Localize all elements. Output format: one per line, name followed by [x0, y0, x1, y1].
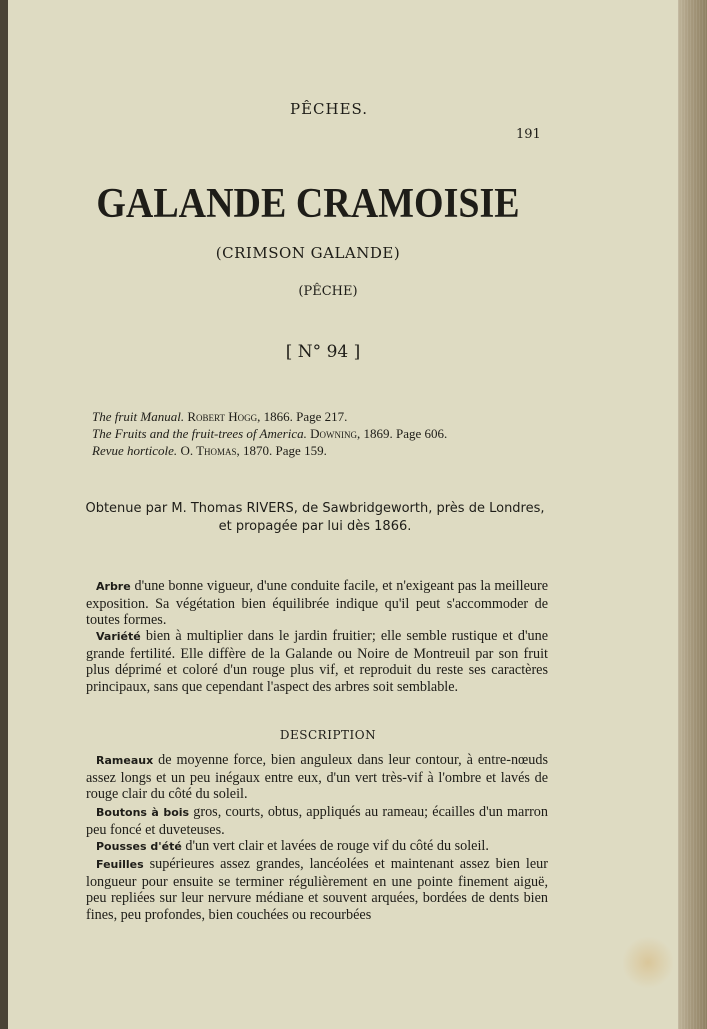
paragraph-arbre — [86, 578, 548, 629]
page-edges — [678, 0, 707, 1029]
paragraph-text: bien à multiplier dans le jardin fruitier; elle semble rustique et d'une grande fertilité. Elle diffère de la Galande ou Noire de Montreuil par son fruit plus déprimé et coloré d'un rouge plus vif, et reproduit du reste ses caractères principaux, sans que cependant l'aspect des arbres soit semblable. — [86, 628, 548, 695]
reference-author: Robert Hogg, — [187, 409, 261, 424]
paragraph-boutons — [86, 804, 548, 838]
lead-word: Pousses d'été — [96, 840, 182, 853]
reference-details: 1866. Page 217. — [263, 409, 348, 424]
lead-word: Feuilles — [96, 858, 144, 871]
paper-stain — [623, 935, 673, 990]
reference-author: O. Thomas, — [180, 443, 240, 458]
reference-line — [92, 425, 447, 442]
book-page — [8, 0, 678, 1029]
paragraph-text: d'une bonne vigueur, d'une conduite facile, et n'exigeant pas la meilleure exposition. Sa végétation bien équilibrée indique qu'il peut s'accommoder de toutes formes. — [86, 578, 548, 628]
paragraph-rameaux — [86, 752, 548, 803]
entry-subtitle: (CRIMSON GALANDE) — [215, 244, 401, 262]
lead-word: Arbre — [96, 580, 131, 593]
reference-details: 1870. Page 159. — [243, 443, 327, 458]
paragraph-feuilles — [86, 856, 548, 923]
reference-line — [92, 408, 447, 425]
lead-word: Boutons à bois — [96, 806, 190, 819]
reference-work: The Fruits and the fruit-trees of America. — [92, 426, 307, 441]
page-number: 191 — [516, 127, 541, 142]
entry-title: GALANDE CRAMOISIE — [96, 180, 520, 228]
running-header: PÊCHES. — [290, 100, 369, 118]
paragraph-pousses — [86, 838, 548, 856]
paragraph-text: supérieures assez grandes, lancéolées et maintenant assez bien leur longueur pour ensuite se terminer régulièrement en une pointe finement aiguë, peu repliées sur leur nervure médiane et souvent arquées, bordées de dents bien fines, peu profondes, bien couchées ou recourbées — [86, 856, 548, 923]
reference-author: Downing, — [310, 426, 361, 441]
origin-statement: Obtenue par M. Thomas RIVERS, de Sawbridgeworth, près de Londres, et propagée par lui dès 1866. — [85, 501, 545, 534]
reference-work: Revue horticole. — [92, 443, 178, 458]
description-heading: DESCRIPTION — [279, 728, 377, 742]
references — [92, 408, 447, 459]
paragraph-text: d'un vert clair et lavées de rouge vif du côté du soleil. — [181, 838, 489, 854]
entry-kind: (PÊCHE) — [298, 284, 358, 299]
lead-word: Rameaux — [96, 754, 154, 767]
paragraph-variete — [86, 628, 548, 695]
lead-word: Variété — [96, 630, 141, 643]
entry-number: [ N° 94 ] — [285, 342, 361, 362]
paragraph-text: de moyenne force, bien anguleux dans leur contour, à entre-nœuds assez longs et un peu inégaux entre eux, d'un vert très-vif à l'ombre et lavés de rouge clair du côté du soleil. — [86, 752, 548, 802]
paragraph-text: gros, courts, obtus, appliqués au rameau; écailles d'un marron peu foncé et duveteuses. — [86, 804, 548, 838]
reference-line — [92, 442, 447, 459]
reference-details: 1869. Page 606. — [363, 426, 448, 441]
reference-work: The fruit Manual. — [92, 409, 185, 424]
